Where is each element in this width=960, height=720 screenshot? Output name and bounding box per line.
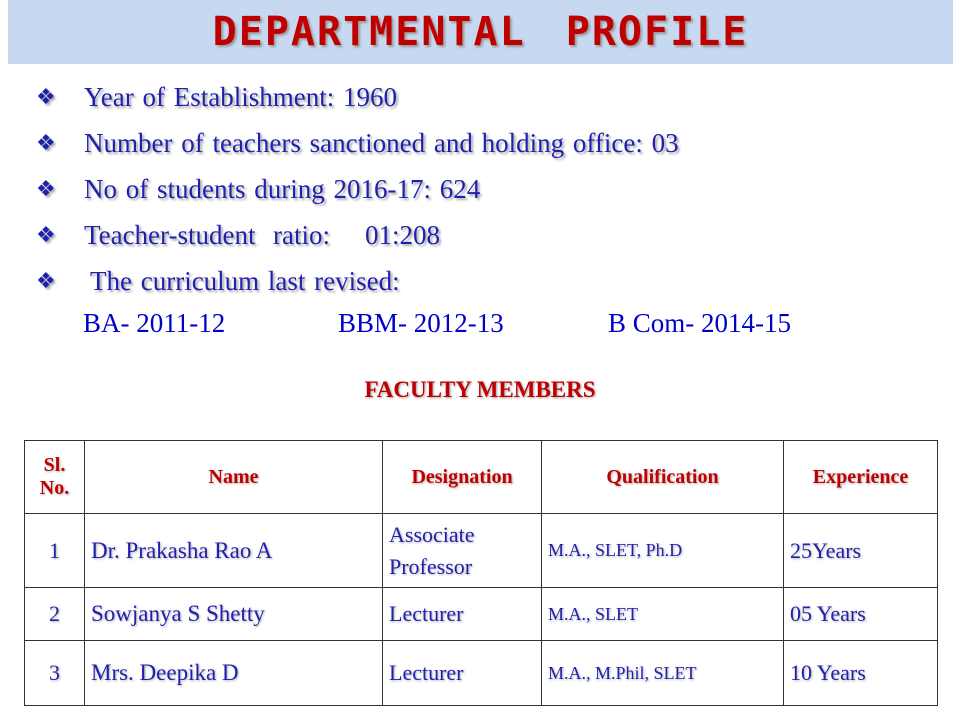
header-qualification: Qualification <box>542 441 784 514</box>
designation-line2: Professor <box>389 553 473 579</box>
cell-sl-no: 3 <box>25 641 85 706</box>
bullet-text: The curriculum last revised: <box>90 265 400 296</box>
cell-qualification: M.A., SLET <box>542 588 784 641</box>
table-header-row <box>25 441 938 514</box>
curriculum-bbm: BBM- 2012-13 <box>338 308 504 338</box>
cell-qualification: M.A., M.Phil, SLET <box>542 641 784 706</box>
cell-name: Sowjanya S Shetty <box>85 588 383 641</box>
diamond-bullet-icon: ❖ <box>36 130 56 155</box>
diamond-bullet-icon: ❖ <box>36 84 56 109</box>
table-row <box>25 514 938 588</box>
header-sl-line2: No. <box>39 477 70 499</box>
diamond-bullet-icon: ❖ <box>36 268 56 293</box>
cell-experience: 10 Years <box>784 641 938 706</box>
header-sl-line1: Sl. <box>43 454 66 476</box>
bullet-text: Teacher-student ratio: 01:208 <box>84 219 440 250</box>
designation-line1: Associate <box>389 521 475 547</box>
bullet-teachers-count <box>36 120 679 166</box>
bullet-teacher-student-ratio <box>36 212 679 258</box>
cell-qualification: M.A., SLET, Ph.D <box>542 514 784 588</box>
bullet-text: No of students during 2016-17: 624 <box>84 173 481 204</box>
table-row <box>25 641 938 706</box>
faculty-table <box>24 440 938 706</box>
bullet-curriculum-revised <box>36 258 679 304</box>
cell-designation: Lecturer <box>383 588 542 641</box>
table-row <box>25 588 938 641</box>
header-experience: Experience <box>784 441 938 514</box>
cell-sl-no: 2 <box>25 588 85 641</box>
cell-designation <box>383 514 542 588</box>
cell-designation: Lecturer <box>383 641 542 706</box>
title-bar <box>8 0 953 64</box>
bullet-year-established <box>36 74 679 120</box>
diamond-bullet-icon: ❖ <box>36 176 56 201</box>
curriculum-ba: BA- 2011-12 <box>83 308 226 338</box>
page-title: DEPARTMENTAL PROFILE <box>212 9 749 55</box>
header-name: Name <box>85 441 383 514</box>
bullet-text: Year of Establishment: 1960 <box>84 81 397 112</box>
cell-name: Mrs. Deepika D <box>85 641 383 706</box>
bullet-students-count <box>36 166 679 212</box>
cell-name: Dr. Prakasha Rao A <box>85 514 383 588</box>
cell-sl-no: 1 <box>25 514 85 588</box>
header-designation: Designation <box>383 441 542 514</box>
faculty-heading: FACULTY MEMBERS <box>364 377 596 402</box>
cell-experience: 05 Years <box>784 588 938 641</box>
diamond-bullet-icon: ❖ <box>36 222 56 247</box>
profile-bullet-list <box>36 74 679 304</box>
header-sl-no <box>25 441 85 514</box>
cell-experience: 25Years <box>784 514 938 588</box>
curriculum-bcom: B Com- 2014-15 <box>608 308 792 338</box>
bullet-text: Number of teachers sanctioned and holding office: 03 <box>84 127 679 158</box>
